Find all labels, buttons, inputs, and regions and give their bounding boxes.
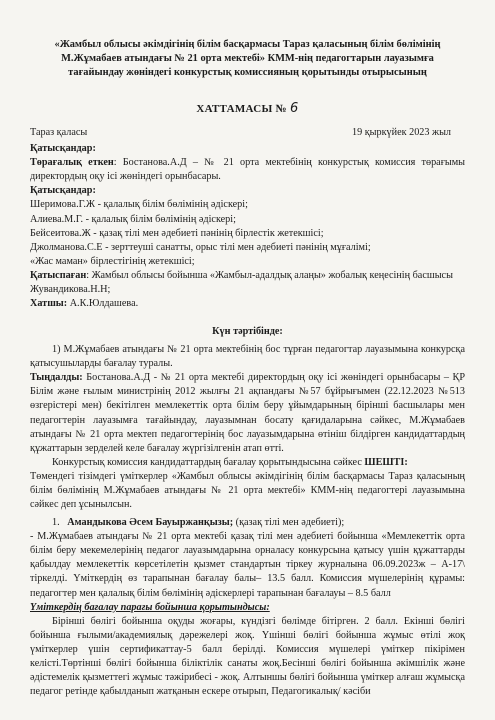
decided-text: Төмендегі тізімдегі үміткерлер «Жамбыл облысы әкімдігінің білім басқармасы Тараз қаласының білім бөлімінің М.Жұмабаев атындағы № 21 орта мектебі» КММ-нің педагогтері лауазымына сәйкес деп ұсынылсын. — [30, 470, 465, 511]
evaluation-text: Бірінші бөлігі бойынша оқуды жоғары, күндізгі бөлімде бітірген. 2 балл. Екінші бөлігі бойынша ғылыми/академиялық дәрежелері жоқ. Үшінші бөлігі бойынша жұмыс өтілі жоқ үміткерлер үшін сертификаттау-5 балл берілді. Комиссия мүшелері үміткер пікірімен келісті.Төртінші бөлігі бойынша біліктілік санаты жоқ.Бесінші бөлігі бойынша әкімшілік және әдістемелік қызметтегі жұмыс тәжірибесі - жоқ. Алтыншы бөлігі бойынша үміткер алғаш жұмысқа педагог ретінде қабылданып жатқанын ескере отырып, Педагогикалық/ кәсіби — [30, 615, 465, 698]
member-item: Джолманова.С.Е - зерттеуші санатты, орыс тілі мен әдебиеті пәнінің мұғалімі; — [30, 241, 371, 253]
protocol-number: 6 — [290, 101, 299, 117]
listened-text: Бостанова.А.Д - № 21 орта мектебі директордың оқу ісі жөніндегі орынбасары – ҚР Білім және ғылым министрінің 2012 жылғы 21 ақпандағы №57 бұйрығымен (22.12.2023 №513 өзгерістері мен) бекітілген мемлекеттік орта білім беру ұйымдарының бірінші басшылары мен педагогтерін лауазымға тағайындау, лауазымнан босату қағидаларына сәйкес, М.Жұмабаев атындағы № 21 орта мектеп педагогтерінің бос лауазымдарына өтініш білдірген кандидаттардың құжаттарын зерделей келе бағалау жүргізілгенін атап өтті. — [30, 372, 465, 454]
attendees-label: Қатысқандар: — [30, 143, 96, 155]
chair-line — [30, 156, 465, 184]
agenda-item: 1) М.Жұмабаев атындағы № 21 орта мектебінің бос тұрған педагогтар лауазымына конкурсқа қатысушыларды бағалау туралы. — [30, 344, 465, 370]
candidate-details: - М.Жұмабаев атындағы № 21 орта мектебі қазақ тілі мен әдебиеті бойынша «Мемлекеттік орта білім беру мекемелерінің педагог лауазымдарына орналасу конкурсына қатысу үшін құжаттарды қабылдау мемлекеттік көрсетілетін қызмет стандартын тіркеу журналына 06.09.2023ж – А-17\ тіркелді. Үміткердің өз тарапынан бағалау балы– 13.5 балл. Комиссия мүшелерінің құрамы: педагогтер мен қалалық білім бөлімінің әдіскерлері тарапынан бағалауы – 8.5 балл — [30, 531, 465, 599]
candidate-number: 1. — [52, 517, 60, 529]
evaluation-heading: Үміткердің бағалау парағы бойынша қорытындысы: — [30, 601, 270, 613]
chair-label: Төрағалық еткен — [30, 157, 114, 169]
secretary-label: Хатшы: — [30, 298, 68, 310]
members-label: Қатысқандар: — [30, 185, 96, 197]
protocol-label: ХАТТАМАСЫ № — [196, 103, 287, 116]
candidate-name: Амандыкова Әсем Бауыржанқызы; — [67, 517, 234, 529]
protocol-heading — [30, 100, 465, 118]
decided-line — [30, 456, 465, 470]
member-item: Бейсеитова.Ж - қазақ тілі мен әдебиеті пәнінің бірлестік жетекшісі; — [30, 227, 324, 239]
listened-label: Тыңдалды: — [30, 372, 83, 384]
absent-text: : Жамбыл облысы бойынша «Жамбыл-адалдық алаңы» жобалық кеңесінің басшысы Жувандикова.Н.Н; — [30, 269, 453, 295]
absent-label: Қатыспаған — [30, 269, 87, 281]
date: 19 қыркүйек 2023 жыл — [351, 127, 451, 139]
city-date-line — [30, 126, 465, 140]
chair-text: : Бостанова.А.Д – № 21 орта мектебінің конкурстық комиссия төрағымы директордың оқу ісі жөніндегі орынбасары. — [30, 157, 466, 183]
city: Тараз қаласы — [30, 127, 88, 139]
member-item: Алиева.М.Г. - қалалық білім бөлімінің әдіскері; — [30, 213, 236, 225]
candidate-subject: (қазақ тілі мен әдебиеті); — [233, 517, 345, 529]
decided-prefix: Конкурстық комиссия кандидаттардың бағалау қорытындысына сәйкес — [52, 456, 365, 468]
secretary-line — [30, 297, 465, 311]
member-item: «Жас маман» бірлестігінің жетекшісі; — [30, 255, 195, 267]
member-item: Шеримова.Г.Ж - қалалық білім бөлімінің әдіскері; — [30, 199, 248, 211]
agenda-heading: Күн тәртібінде: — [212, 326, 283, 338]
listened-paragraph — [30, 371, 465, 455]
document-title: «Жамбыл облысы әкімдігінің білім басқармасы Тараз қаласының білім бөлімінің М.Жұмабаев атындағы № 21 орта мектебі» КММ-нің педагогтарын лауазымға тағайындау жөніндегі конкурстық комиссияның қорытынды отырысының — [54, 39, 441, 79]
absent-line — [30, 269, 465, 297]
secretary-text: А.К.Юлдашева. — [67, 298, 139, 310]
decided-label: ШЕШТІ: — [364, 456, 408, 468]
candidate-line — [30, 516, 465, 530]
